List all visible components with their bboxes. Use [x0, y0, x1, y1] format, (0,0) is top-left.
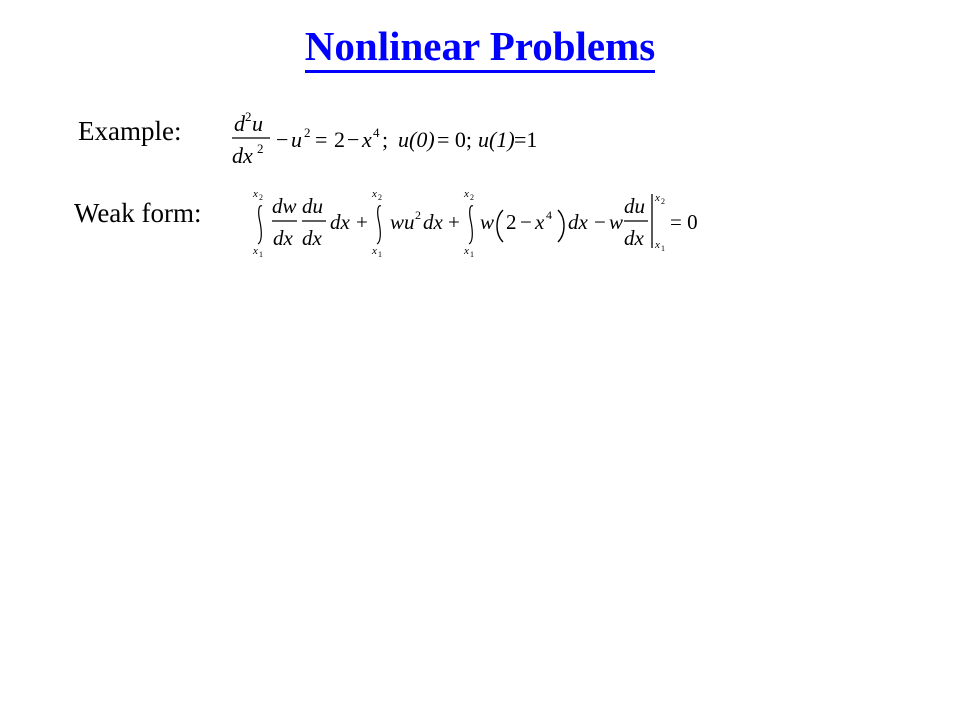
- eq-minus: −: [276, 127, 289, 152]
- term3-dx: dx: [568, 210, 588, 234]
- term2-sup-2: 2: [415, 208, 421, 222]
- term4-minus: −: [594, 210, 606, 234]
- eval-upper-sub: 2: [661, 197, 665, 206]
- term4-dx: dx: [624, 226, 644, 250]
- eq-dx: dx: [232, 143, 253, 168]
- int2-upper-sub: 2: [378, 193, 382, 202]
- term3-minus: −: [520, 210, 532, 234]
- term4-du: du: [624, 194, 645, 218]
- int3-upper-x: x: [464, 188, 469, 200]
- eq-x: x: [362, 127, 372, 152]
- eq-sup-2: 2: [245, 109, 252, 124]
- left-paren: [497, 210, 503, 242]
- integral-sign-3: [469, 206, 473, 244]
- eq-equals: =: [315, 127, 328, 152]
- int2-lower-sub: 1: [378, 250, 382, 259]
- eq-bc2-eq: =1: [514, 127, 538, 152]
- eq-bc1-eq: = 0;: [437, 127, 473, 152]
- eq-bc1-lhs: u(0): [398, 127, 435, 152]
- term3-2: 2: [506, 210, 517, 234]
- int3-lower-x: x: [464, 245, 469, 257]
- eq-d: d: [234, 111, 245, 136]
- eq-sup-2b: 2: [257, 141, 264, 156]
- weak-form-label: Weak form:: [74, 198, 202, 228]
- plus-2: +: [448, 210, 460, 234]
- frac-dx-2: dx: [302, 226, 322, 250]
- term2-wu: wu: [390, 210, 415, 234]
- integral-sign-2: [377, 206, 381, 244]
- term4-w: w: [609, 210, 624, 234]
- eq-rhs-2: 2: [334, 127, 345, 152]
- plus-1: +: [356, 210, 368, 234]
- int1-lower-sub: 1: [259, 250, 263, 259]
- eval-upper-x: x: [655, 192, 660, 204]
- term2-dx: dx: [423, 210, 443, 234]
- eval-lower-x: x: [655, 239, 660, 251]
- example-label: Example:: [78, 116, 182, 146]
- frac-dw: dw: [272, 194, 297, 218]
- term3-w: w: [480, 210, 495, 234]
- int1-upper-sub: 2: [259, 193, 263, 202]
- eq-sup-2c: 2: [304, 125, 311, 140]
- int3-lower-sub: 1: [470, 250, 474, 259]
- eq-u2: u: [291, 127, 302, 152]
- int1-upper-x: x: [253, 188, 258, 200]
- weak-equals-zero: = 0: [670, 210, 698, 234]
- eval-lower-sub: 1: [661, 244, 665, 253]
- right-paren: [558, 210, 564, 242]
- frac-du: du: [302, 194, 323, 218]
- title-text: Nonlinear Problems: [305, 23, 655, 73]
- int1-lower-x: x: [253, 245, 258, 257]
- integral-sign-1: [258, 206, 262, 244]
- eq-u: u: [252, 111, 263, 136]
- eq-semicolon: ;: [382, 127, 389, 152]
- term3-sup-4: 4: [546, 208, 552, 222]
- int3-upper-sub: 2: [470, 193, 474, 202]
- eq-minus2: −: [347, 127, 360, 152]
- int2-lower-x: x: [372, 245, 377, 257]
- term1-dx: dx: [330, 210, 350, 234]
- eq-sup-4: 4: [373, 125, 380, 140]
- int2-upper-x: x: [372, 188, 377, 200]
- eq-bc2-lhs: u(1): [478, 127, 515, 152]
- term3-x: x: [535, 210, 545, 234]
- frac-dx-1: dx: [273, 226, 293, 250]
